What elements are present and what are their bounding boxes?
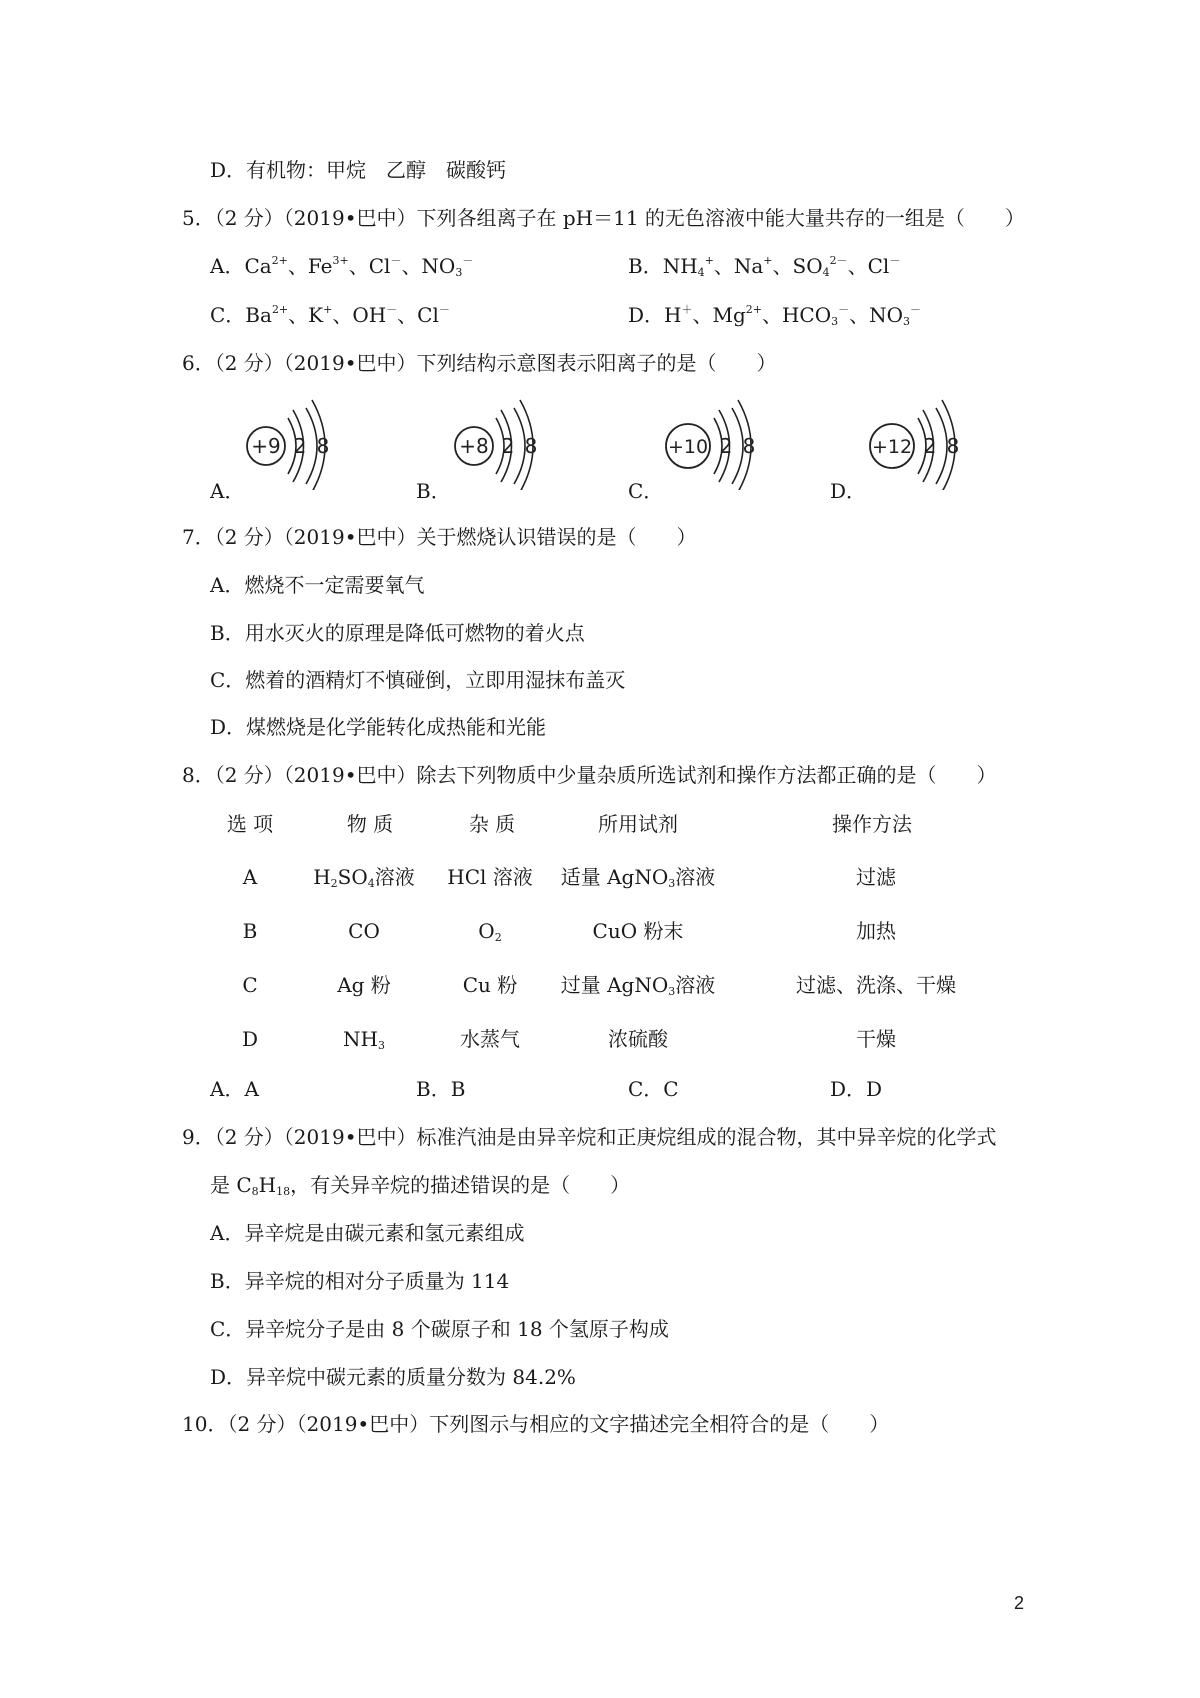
table-row-b-option: B xyxy=(242,919,258,943)
q9-option-d: D．异辛烷中碳元素的质量分数为 84.2% xyxy=(210,1365,576,1389)
q7-option-a: A．燃烧不一定需要氧气 xyxy=(210,573,425,597)
page-number: 2 xyxy=(1014,1593,1025,1613)
table-row-d-substance: $NH_3$ xyxy=(343,1027,385,1052)
table-row-a-option: A xyxy=(242,865,258,889)
table-row-a-impurity: HCl 溶液 xyxy=(447,865,533,889)
atom-b-shell1: 2 xyxy=(501,434,515,458)
table-row-c-method: 过滤、洗涤、干燥 xyxy=(796,973,956,997)
table-row-d-reagent: 浓硫酸 xyxy=(608,1027,668,1051)
table-row-d-method: 干燥 xyxy=(856,1027,896,1051)
atom-label-a: A． xyxy=(210,479,245,503)
q5-option-d: D．H＋、$Mg^{2+}$、$HCO_3^-$、$NO_3^-$ xyxy=(628,303,922,328)
atom-a-shell1: 2 xyxy=(293,434,307,458)
table-row-b-method: 加热 xyxy=(856,919,896,943)
atom-b-shell2: 8 xyxy=(524,434,538,458)
atom-a-shell2: 8 xyxy=(316,434,330,458)
atom-diagram-d xyxy=(866,390,966,490)
q8-option-d: D．D xyxy=(830,1077,883,1101)
atom-d-shell2: 8 xyxy=(946,434,960,458)
q8-option-a: A．A xyxy=(210,1077,259,1101)
atom-label-c: C． xyxy=(628,479,664,503)
table-row-a-substance: $H_2SO_4$溶液 xyxy=(313,865,415,890)
table-row-d-impurity: 水蒸气 xyxy=(460,1027,520,1051)
table-row-b-reagent: CuO 粉末 xyxy=(592,919,684,943)
atom-label-d: D． xyxy=(830,479,867,503)
atom-a-nucleus: +9 xyxy=(251,434,281,458)
q5-stem: 5．（2 分）（2019•巴中）下列各组离子在 pH＝11 的无色溶液中能大量共存的一组是（ ） xyxy=(182,206,1025,230)
atom-d-nucleus: +12 xyxy=(871,436,913,458)
q8-option-b: B．B xyxy=(416,1077,466,1101)
atom-c-shell1: 2 xyxy=(719,434,733,458)
q10-stem: 10．（2 分）（2019•巴中）下列图示与相应的文字描述完全相符合的是（ ） xyxy=(182,1412,890,1436)
q6-stem: 6．（2 分）（2019•巴中）下列结构示意图表示阳离子的是（ ） xyxy=(182,351,777,375)
atom-label-b: B． xyxy=(416,479,451,503)
q4-option-d: D．有机物：甲烷 乙醇 碳酸钙 xyxy=(210,158,507,182)
table-header-reagent: 所用试剂 xyxy=(598,812,678,836)
q5-option-a: A．$Ca^{2+}$、$Fe^{3+}$、Cl－、$NO_3^-$ xyxy=(210,254,474,279)
table-header-method: 操作方法 xyxy=(832,812,912,836)
q8-option-c: C．C xyxy=(628,1077,679,1101)
q9-option-c: C．异辛烷分子是由 8 个碳原子和 18 个氢原子构成 xyxy=(210,1317,669,1341)
atom-c-nucleus: +10 xyxy=(667,436,709,458)
q9-stem-line2: 是 $C_8H_{18}$，有关异辛烷的描述错误的是（ ） xyxy=(210,1173,631,1198)
q7-option-d: D．煤燃烧是化学能转化成热能和光能 xyxy=(210,715,547,739)
q7-option-c: C．燃着的酒精灯不慎碰倒，立即用湿抹布盖灭 xyxy=(210,668,626,692)
table-row-c-option: C xyxy=(242,973,258,997)
table-row-c-reagent: 过量 AgNO$_3$溶液 xyxy=(560,973,716,998)
table-header-option: 选 项 xyxy=(226,812,274,836)
atom-diagram-a xyxy=(244,390,334,490)
table-row-c-impurity: Cu 粉 xyxy=(462,973,518,997)
q7-stem: 7．（2 分）（2019•巴中）关于燃烧认识错误的是（ ） xyxy=(182,525,697,549)
q7-option-b: B．用水灭火的原理是降低可燃物的着火点 xyxy=(210,621,585,645)
atom-diagram-b xyxy=(452,390,542,490)
atom-b-nucleus: +8 xyxy=(459,434,489,458)
q5-option-c: C．$Ba^{2+}$、K+、OH－、Cl－ xyxy=(210,303,450,327)
atom-d-shell1: 2 xyxy=(923,434,937,458)
q9-option-a: A．异辛烷是由碳元素和氢元素组成 xyxy=(210,1221,525,1245)
q9-stem-line1: 9．（2 分）（2019•巴中）标准汽油是由异辛烷和正庚烷组成的混合物，其中异辛烷的化学式 xyxy=(182,1125,997,1149)
table-row-a-method: 过滤 xyxy=(856,865,896,889)
q5-option-b: B．$NH_4^+$、Na+、$SO_4^{2-}$、Cl－ xyxy=(628,254,901,279)
table-row-a-reagent: 适量 AgNO$_3$溶液 xyxy=(560,865,716,890)
q8-stem: 8．（2 分）（2019•巴中）除去下列物质中少量杂质所选试剂和操作方法都正确的是（ ） xyxy=(182,763,997,787)
q9-option-b: B．异辛烷的相对分子质量为 114 xyxy=(210,1269,510,1293)
table-row-c-substance: Ag 粉 xyxy=(337,973,391,997)
table-row-b-substance: CO xyxy=(348,919,380,943)
table-row-b-impurity: $O_2$ xyxy=(478,919,502,944)
atom-c-shell2: 8 xyxy=(742,434,756,458)
table-row-d-option: D xyxy=(241,1027,259,1051)
table-header-impurity: 杂 质 xyxy=(468,812,516,836)
atom-diagram-c xyxy=(662,390,762,490)
table-header-substance: 物 质 xyxy=(346,812,394,836)
